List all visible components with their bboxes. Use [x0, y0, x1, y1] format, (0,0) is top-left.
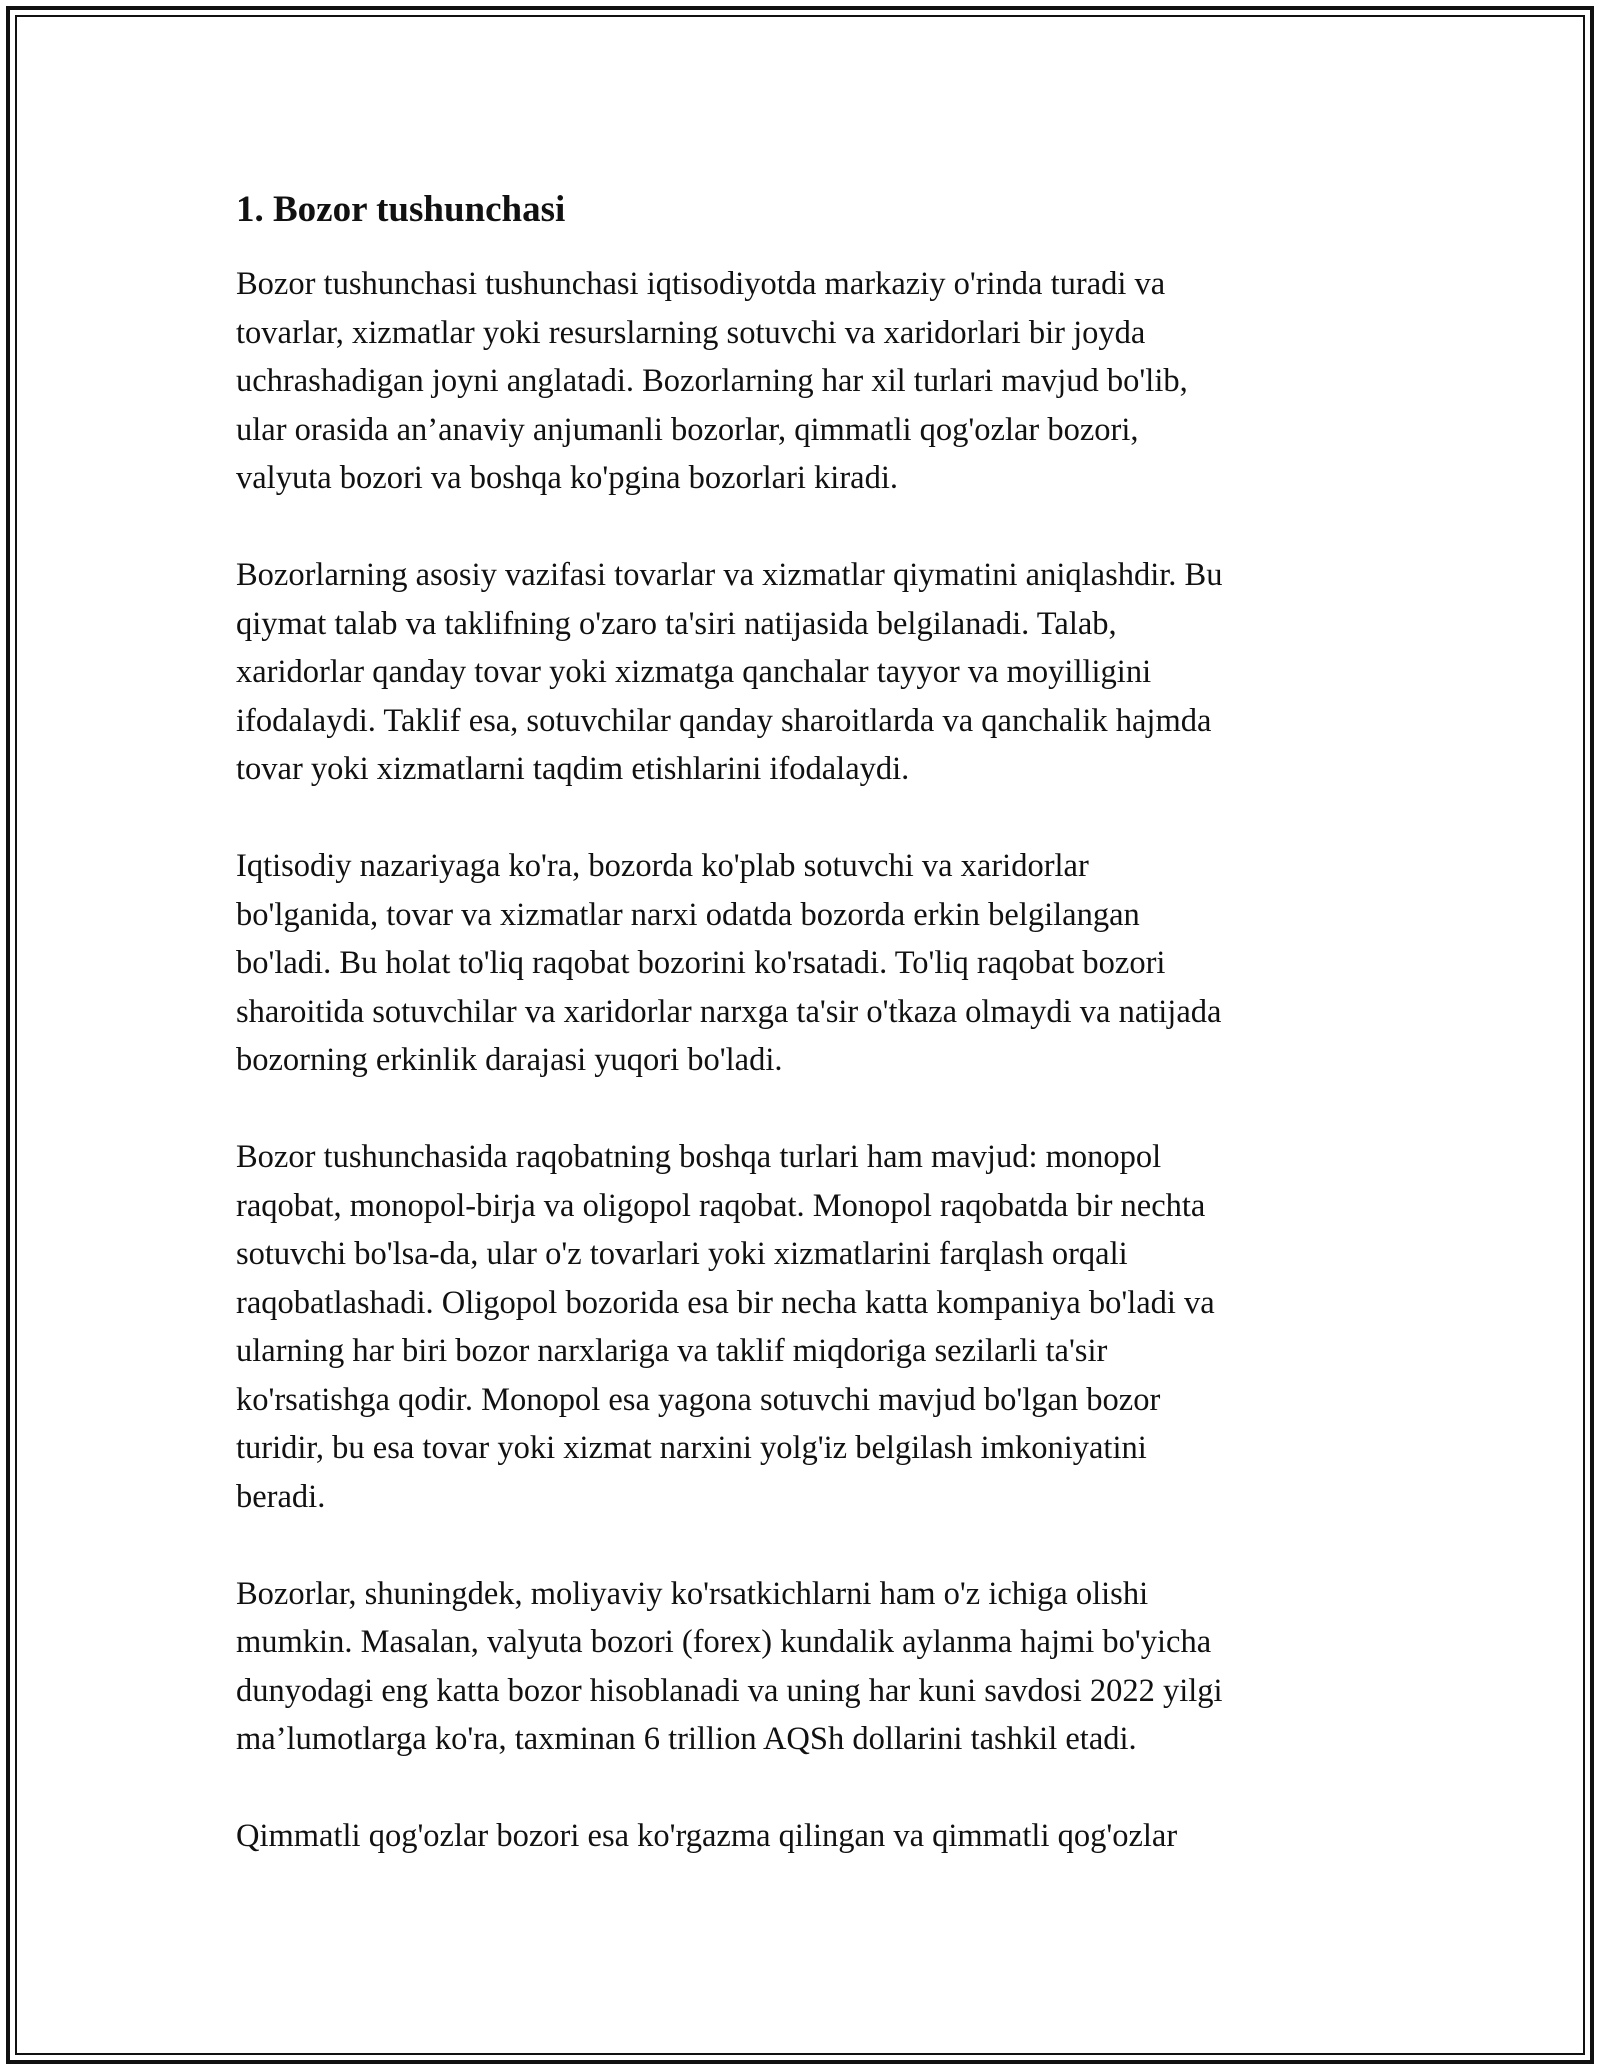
text-line: ular orasida an’anaviy anjumanli bozorlar, qimmatli qog'ozlar bozori, [236, 411, 1139, 448]
text-line: valyuta bozori va boshqa ko'pgina bozorlari kiradi. [236, 460, 898, 496]
text-line: bo'ladi. Bu holat to'liq raqobat bozorini ko'rsatadi. To'liq raqobat bozori [236, 945, 1166, 981]
text-line: ko'rsatishga qodir. Monopol esa yagona sotuvchi mavjud bo'lgan bozor [236, 1381, 1161, 1418]
text-line: turidir, bu esa tovar yoki xizmat narxini yolg'iz belgilash imkoniyatini [236, 1430, 1147, 1466]
text-line: ma’lumotlarga ko'ra, taxminan 6 trillion AQSh dollarini tashkil etadi. [236, 1721, 1137, 1757]
paragraph-4 [236, 1133, 1366, 1521]
text-line: sharoitida sotuvchilar va xaridorlar narxga ta'sir o'tkaza olmaydi va natijada [236, 993, 1222, 1030]
text-line: Bozorlarning asosiy vazifasi tovarlar va xizmatlar qiymatini aniqlashdir. Bu [236, 557, 1223, 593]
text-line: Bozorlar, shuningdek, moliyaviy ko'rsatkichlarni ham o'z ichiga olishi [236, 1575, 1149, 1612]
text-line: xaridorlar qanday tovar yoki xizmatga qanchalar tayyor va moyilligini [236, 654, 1152, 690]
paragraph-2 [236, 551, 1366, 794]
text-line: beradi. [236, 1478, 326, 1515]
text-line: ularning har biri bozor narxlariga va taklif miqdoriga sezilarli ta'sir [236, 1333, 1108, 1369]
text-line: bo'lganida, tovar va xizmatlar narxi odatda bozorda erkin belgilangan [236, 896, 1140, 933]
text-line: raqobat, monopol-birja va oligopol raqobat. Monopol raqobatda bir nechta [236, 1187, 1206, 1224]
text-line: Bozor tushunchasi tushunchasi iqtisodiyotda markaziy o'rinda turadi va [236, 266, 1166, 302]
section-heading: 1. Bozor tushunchasi [236, 189, 566, 230]
text-line: ifodalaydi. Taklif esa, sotuvchilar qanday sharoitlarda va qanchalik hajmda [236, 702, 1212, 739]
paragraph-6 [236, 1812, 1366, 1861]
text-line: Bozor tushunchasida raqobatning boshqa turlari ham mavjud: monopol [236, 1139, 1162, 1175]
text-line: tovarlar, xizmatlar yoki resurslarning sotuvchi va xaridorlari bir joyda [236, 314, 1146, 351]
text-line: raqobatlashadi. Oligopol bozorida esa bir necha katta kompaniya bo'ladi va [236, 1284, 1215, 1321]
text-line: sotuvchi bo'lsa-da, ular o'z tovarlari yoki xizmatlarini farqlash orqali [236, 1236, 1128, 1272]
text-line: tovar yoki xizmatlarni taqdim etishlarini ifodalaydi. [236, 751, 910, 787]
text-line: uchrashadigan joyni anglatadi. Bozorlarning har xil turlari mavjud bo'lib, [236, 363, 1188, 399]
text-line: Iqtisodiy nazariyaga ko'ra, bozorda ko'plab sotuvchi va xaridorlar [236, 848, 1089, 884]
text-line: Qimmatli qog'ozlar bozori esa ko'rgazma qilingan va qimmatli qog'ozlar [236, 1818, 1178, 1854]
paragraph-3 [236, 842, 1366, 1085]
text-line: qiymat talab va taklifning o'zaro ta'siri natijasida belgilanadi. Talab, [236, 605, 1117, 642]
text-line: mumkin. Masalan, valyuta bozori (forex) kundalik aylanma hajmi bo'yicha [236, 1624, 1212, 1660]
document-body [236, 186, 1366, 1909]
text-line: bozorning erkinlik darajasi yuqori bo'ladi. [236, 1042, 783, 1078]
paragraph-5 [236, 1570, 1366, 1764]
text-line: dunyodagi eng katta bozor hisoblanadi va uning har kuni savdosi 2022 yilgi [236, 1672, 1223, 1709]
paragraph-1 [236, 260, 1366, 503]
